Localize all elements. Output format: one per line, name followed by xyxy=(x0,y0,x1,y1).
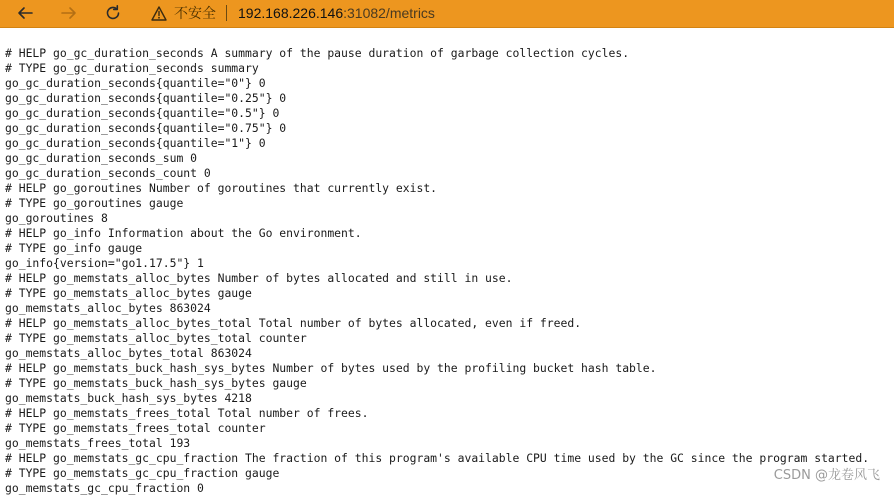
metrics-line: # HELP go_memstats_gc_cpu_fraction The fraction of this program's available CPU time used by the GC since the program started. xyxy=(5,451,870,465)
address-divider xyxy=(226,5,227,21)
metrics-line: go_memstats_gc_cpu_fraction 0 xyxy=(5,481,204,495)
security-label[interactable]: 不安全 xyxy=(174,6,216,22)
metrics-line: # HELP go_memstats_alloc_bytes Number of bytes allocated and still in use. xyxy=(5,271,513,285)
metrics-line: # TYPE go_memstats_gc_cpu_fraction gauge xyxy=(5,466,280,480)
metrics-line: # TYPE go_memstats_frees_total counter xyxy=(5,421,266,435)
back-button[interactable] xyxy=(11,1,39,25)
reload-button[interactable] xyxy=(99,1,127,25)
reload-icon xyxy=(104,4,122,22)
metrics-line: go_memstats_buck_hash_sys_bytes 4218 xyxy=(5,391,252,405)
arrow-right-icon xyxy=(60,4,78,22)
metrics-line: # HELP go_gc_duration_seconds A summary of the pause duration of garbage collection cycles. xyxy=(5,46,630,60)
watermark: CSDN @龙卷风飞 xyxy=(773,468,880,483)
metrics-line: # TYPE go_info gauge xyxy=(5,241,143,255)
metrics-line: go_gc_duration_seconds_count 0 xyxy=(5,166,211,180)
metrics-line: go_goroutines 8 xyxy=(5,211,108,225)
metrics-line: go_memstats_alloc_bytes_total 863024 xyxy=(5,346,252,360)
metrics-line: go_memstats_frees_total 193 xyxy=(5,436,191,450)
metrics-line: # HELP go_info Information about the Go environment. xyxy=(5,226,362,240)
metrics-line: go_gc_duration_seconds{quantile="0.5"} 0 xyxy=(5,106,280,120)
metrics-line: go_info{version="go1.17.5"} 1 xyxy=(5,256,204,270)
arrow-left-icon xyxy=(16,4,34,22)
metrics-line: go_gc_duration_seconds{quantile="1"} 0 xyxy=(5,136,266,150)
metrics-line: go_gc_duration_seconds{quantile="0.25"} 0 xyxy=(5,91,287,105)
metrics-line: # TYPE go_memstats_alloc_bytes gauge xyxy=(5,286,252,300)
metrics-text xyxy=(5,46,869,496)
metrics-line: # HELP go_goroutines Number of goroutines that currently exist. xyxy=(5,181,438,195)
warning-triangle-icon[interactable] xyxy=(150,5,167,22)
metrics-line: go_memstats_alloc_bytes 863024 xyxy=(5,301,211,315)
metrics-line: # TYPE go_memstats_alloc_bytes_total counter xyxy=(5,331,307,345)
metrics-line: # TYPE go_goroutines gauge xyxy=(5,196,184,210)
metrics-line: # HELP go_memstats_alloc_bytes_total Total number of bytes allocated, even if freed. xyxy=(5,316,582,330)
metrics-line: # HELP go_memstats_buck_hash_sys_bytes Number of bytes used by the profiling bucket hash table. xyxy=(5,361,657,375)
forward-button[interactable] xyxy=(55,1,83,25)
metrics-line: go_gc_duration_seconds{quantile="0"} 0 xyxy=(5,76,266,90)
metrics-line: go_gc_duration_seconds{quantile="0.75"} 0 xyxy=(5,121,287,135)
address-bar[interactable] xyxy=(150,1,435,25)
url-text[interactable] xyxy=(238,5,435,21)
metrics-line: # TYPE go_gc_duration_seconds summary xyxy=(5,61,259,75)
metrics-line: # HELP go_memstats_frees_total Total number of frees. xyxy=(5,406,369,420)
browser-toolbar xyxy=(0,0,894,28)
metrics-line: # TYPE go_memstats_buck_hash_sys_bytes gauge xyxy=(5,376,307,390)
metrics-line: go_gc_duration_seconds_sum 0 xyxy=(5,151,198,165)
url-host: 192.168.226.146 xyxy=(238,5,344,21)
url-path: :31082/metrics xyxy=(343,5,435,21)
